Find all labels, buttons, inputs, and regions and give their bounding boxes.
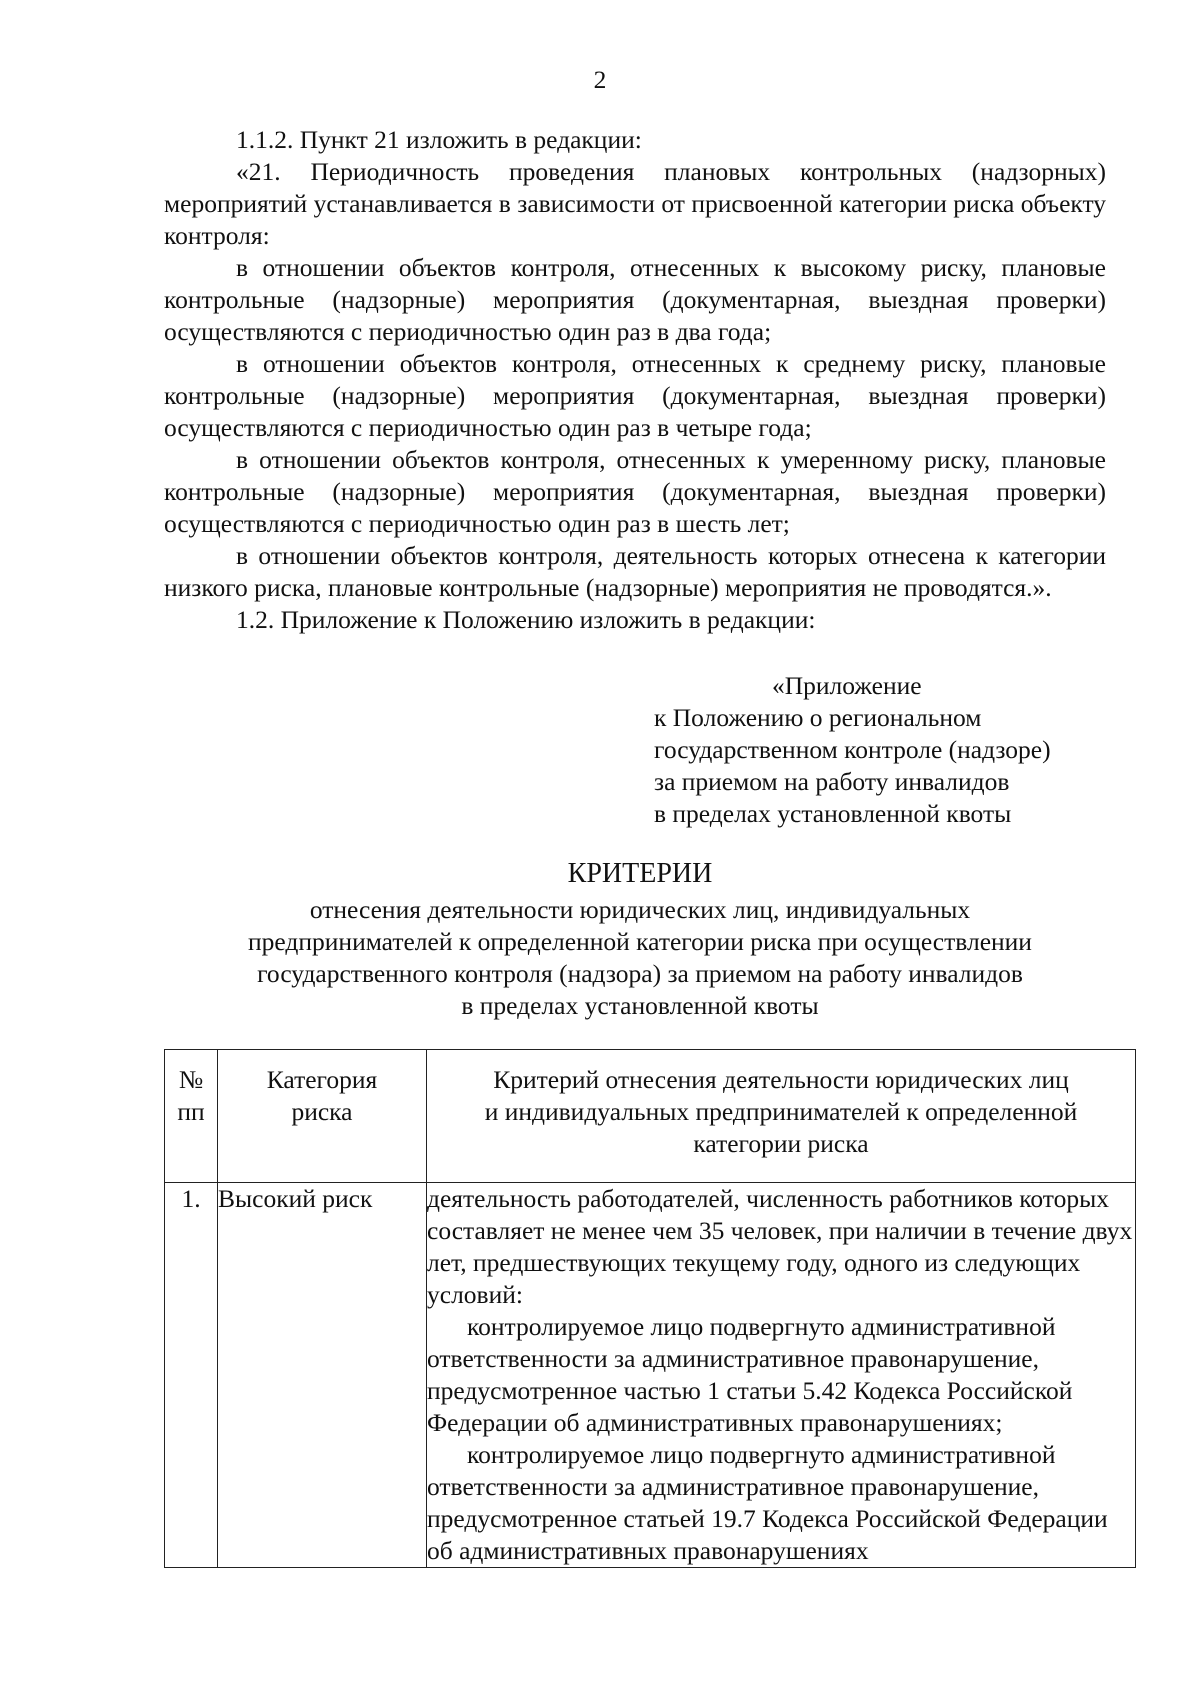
criteria-subtitle-line: предпринимателей к определенной категории риска при осуществлении (248, 927, 1032, 956)
paragraph-high-risk: в отношении объектов контроля, отнесенных к высокому риску, плановые контрольные (надзорные) мероприятия (документарная, выездная проверки) осуществляются с периодичностью один раз в два года; (164, 253, 1106, 346)
criterion-condition: контролируемое лицо подвергнуто административной ответственности за административное правонарушение, предусмотренное частью 1 статьи 5.42 Кодекса Российской Федерации об административных правонарушениях; (427, 1312, 1073, 1437)
criterion-intro: деятельность работодателей, численность работников которых составляет не менее чем 35 человек, при наличии в течение двух лет, предшествующих текущему году, одного из следующих условий: (427, 1184, 1133, 1309)
page-number: 2 (593, 65, 607, 94)
paragraph-21-intro: «21. Периодичность проведения плановых контрольных (надзорных) мероприятий устанавливается в зависимости от присвоенной категории риска объекту контроля: (164, 157, 1106, 250)
header-criterion (427, 1050, 1136, 1183)
criteria-subtitle-line: государственного контроля (надзора) за приемом на работу инвалидов (257, 959, 1023, 988)
criteria-subtitle-line: отнесения деятельности юридических лиц, индивидуальных (309, 895, 971, 924)
header-number (165, 1050, 218, 1183)
criterion-condition: контролируемое лицо подвергнуто административной ответственности за административное правонарушение, предусмотренное статьей 19.7 Кодекса Российской Федерации об административных правонарушениях (427, 1440, 1108, 1565)
table-header-row (165, 1050, 1136, 1183)
criteria-heading (0, 858, 1200, 1022)
appendix-line: в пределах установленной квоты (654, 799, 1012, 828)
paragraph-low-risk: в отношении объектов контроля, деятельность которых отнесена к категории низкого риска, плановые контрольные (надзорные) мероприятия не проводятся.». (164, 541, 1106, 602)
body-text (164, 124, 1106, 636)
paragraph-1-1-2: 1.1.2. Пункт 21 изложить в редакции: (236, 125, 642, 154)
header-criterion-line: Критерий отнесения деятельности юридических лиц (493, 1065, 1069, 1094)
appendix-line: «Приложение (772, 671, 922, 700)
criteria-subtitle-line: в пределах установленной квоты (461, 991, 819, 1020)
table-row (165, 1183, 1136, 1568)
appendix-line: за приемом на работу инвалидов (654, 767, 1010, 796)
header-criterion-line: и индивидуальных предпринимателей к определенной (484, 1097, 1078, 1126)
header-category (218, 1050, 427, 1183)
appendix-line: к Положению о региональном (654, 703, 982, 732)
header-criterion-line: категории риска (693, 1129, 869, 1158)
criteria-table (164, 1049, 1136, 1568)
paragraph-moderate-risk: в отношении объектов контроля, отнесенных к умеренному риску, плановые контрольные (надзорные) мероприятия (документарная, выездная проверки) осуществляются с периодичностью один раз в шесть лет; (164, 445, 1106, 538)
appendix-reference (654, 670, 1134, 830)
row-criterion (427, 1183, 1136, 1568)
appendix-line: государственном контроле (надзоре) (654, 735, 1051, 764)
criteria-title: КРИТЕРИИ (567, 858, 713, 889)
paragraph-medium-risk: в отношении объектов контроля, отнесенных к среднему риску, плановые контрольные (надзорные) мероприятия (документарная, выездная проверки) осуществляются с периодичностью один раз в четыре года; (164, 349, 1106, 442)
header-number-line: № (178, 1065, 204, 1094)
header-category-line: Категория (266, 1065, 378, 1094)
row-number: 1. (165, 1183, 218, 1568)
header-number-line: пп (177, 1097, 205, 1126)
row-category: Высокий риск (218, 1183, 427, 1568)
header-category-line: риска (291, 1097, 353, 1126)
paragraph-1-2: 1.2. Приложение к Положению изложить в редакции: (236, 605, 816, 634)
